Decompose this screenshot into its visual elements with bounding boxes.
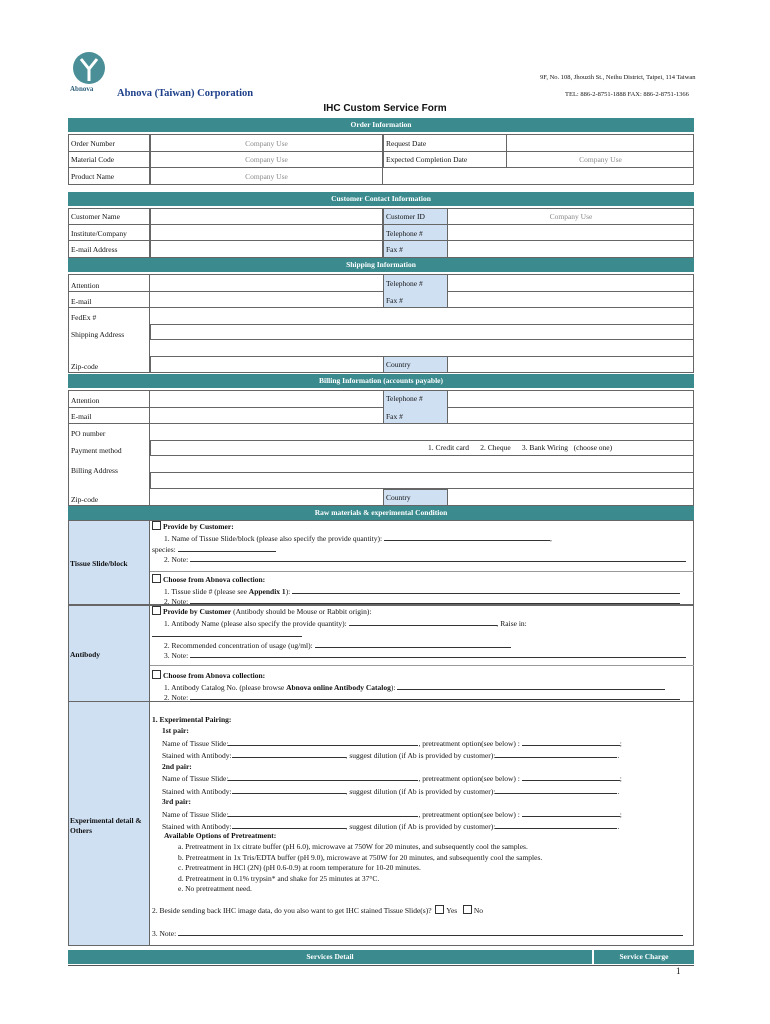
page-number: 1	[676, 966, 681, 976]
pair-1-slide-input[interactable]	[228, 737, 418, 746]
tissue-name-input[interactable]	[384, 532, 550, 541]
pair-1-slide-line: Name of Tissue Slide: , pretreatment option(see below) : ;	[162, 738, 622, 748]
pair-3-antibody-line: Stained with Antibody: , suggest dilution (if Ab is provided by customer): .	[162, 822, 620, 831]
tissue-note-line: 2. Note:	[164, 553, 686, 566]
request-date-label: Request Date	[386, 139, 427, 148]
payment-method-label: Payment method	[71, 446, 122, 455]
service-charge-heading: Service Charge	[594, 950, 694, 964]
species-input[interactable]	[178, 543, 276, 552]
customer-fax-field[interactable]	[448, 241, 694, 258]
antibody-name-line: 1. Antibody Name (please also specify the provide quantity): , Raise in:	[164, 619, 527, 628]
antibody-choose-checkbox[interactable]	[152, 670, 161, 679]
company-contact: TEL: 886-2-8751-1888 FAX: 886-2-8751-1366	[565, 91, 689, 98]
billing-heading: Billing Information (accounts payable)	[68, 374, 694, 388]
shipping-telephone-field[interactable]	[448, 274, 694, 291]
order-number-label: Order Number	[71, 139, 115, 148]
expected-date-label: Expected Completion Date	[386, 155, 468, 164]
pair-3-antibody-input[interactable]	[232, 820, 346, 829]
pair-2-antibody-line: Stained with Antibody: , suggest dilution (if Ab is provided by customer): .	[162, 786, 620, 796]
billing-fax-label: Fax #	[386, 412, 403, 421]
tissue-note2-line: 2. Note:	[164, 595, 680, 608]
pair-3-slide-line: Name of Tissue Slide: , pretreatment option(see below) : ;	[162, 809, 622, 819]
logo-text: Abnova	[70, 85, 94, 93]
expected-date-field[interactable]: Company Use	[579, 155, 622, 164]
shipping-attention-field[interactable]	[150, 274, 383, 291]
billing-attention-field[interactable]	[150, 390, 383, 407]
antibody-note2-line: 2. Note:	[164, 691, 680, 704]
customer-id-field[interactable]: Company Use	[549, 212, 593, 221]
billing-fax-field[interactable]	[448, 407, 694, 424]
antibody-note2-input[interactable]	[190, 691, 680, 700]
billing-address-label: Billing Address	[71, 466, 118, 475]
pair-2-dilution-input[interactable]	[495, 785, 617, 794]
billing-address-field[interactable]	[150, 456, 694, 489]
antibody-provide-checkbox[interactable]	[152, 606, 161, 615]
tissue-section-label: Tissue Slide/block	[70, 559, 128, 568]
tissue-slide-input[interactable]	[292, 585, 680, 594]
pair-2-antibody-input[interactable]	[232, 785, 346, 794]
final-note-line: 3. Note:	[152, 927, 683, 940]
fedex-field[interactable]	[150, 308, 694, 324]
pair-1-pretreat-input[interactable]	[522, 737, 620, 746]
material-code-field[interactable]: Company Use	[245, 155, 288, 164]
antibody-provide-option[interactable]: Provide by Customer (Antibody should be Mouse or Rabbit origin):	[152, 606, 371, 618]
billing-telephone-label: Telephone #	[386, 394, 423, 403]
antibody-catalog-line: 1. Antibody Catalog No. (please browse Abnova online Antibody Catalog):	[164, 681, 665, 694]
customer-name-field[interactable]	[150, 208, 383, 224]
tissue-provide-option[interactable]: Provide by Customer:	[152, 521, 234, 533]
antibody-choose-option[interactable]: Choose from Abnova collection:	[152, 670, 265, 682]
billing-country-field[interactable]	[448, 489, 694, 506]
page-title: IHC Custom Service Form	[323, 103, 447, 114]
antibody-catalog-link[interactable]: Abnova online Antibody Catalog	[286, 683, 391, 692]
species-line: species:	[152, 543, 276, 556]
billing-country-label: Country	[386, 493, 411, 502]
company-name: Abnova (Taiwan) Corporation	[117, 88, 254, 99]
tissue-provide-checkbox[interactable]	[152, 521, 161, 530]
pretreatment-option-d: d. Pretreatment in 0.1% trypsin* and shake for 25 minutes at 37°C.	[178, 873, 380, 883]
pair-3-dilution-input[interactable]	[495, 820, 617, 829]
order-number-field[interactable]: Company Use	[245, 139, 288, 148]
customer-email-label: E-mail Address	[71, 245, 118, 254]
experimental-pairing-heading: 1. Experimental Pairing:	[152, 715, 232, 724]
institute-label: Institute/Company	[71, 229, 127, 238]
pair-1-antibody-line: Stained with Antibody: , suggest dilution (if Ab is provided by customer): .	[162, 751, 620, 760]
antibody-conc-input[interactable]	[315, 639, 511, 648]
product-name-field[interactable]: Company Use	[245, 172, 288, 181]
po-number-label: PO number	[71, 429, 106, 438]
shipping-zip-label: Zip-code	[71, 362, 99, 371]
shipping-attention-label: Attention	[71, 281, 100, 290]
tissue-slide-line: 1. Tissue slide # (please see Appendix 1):	[164, 585, 680, 598]
antibody-section-label: Antibody	[70, 650, 101, 659]
antibody-note-line: 3. Note:	[164, 649, 686, 662]
pretreatment-options-list	[178, 842, 542, 895]
billing-zip-field[interactable]	[150, 489, 383, 506]
billing-email-label: E-mail	[71, 412, 92, 421]
pair-3-label: 3rd pair:	[162, 797, 191, 806]
pair-2-label: 2nd pair:	[162, 761, 192, 771]
shipping-zip-field[interactable]	[150, 356, 383, 373]
pair-2-slide-input[interactable]	[228, 772, 418, 781]
tissue-choose-option[interactable]: Choose from Abnova collection:	[152, 574, 265, 586]
shipping-telephone-label: Telephone #	[386, 279, 423, 288]
shipping-address-label: Shipping Address	[71, 330, 125, 339]
pair-block	[162, 726, 682, 833]
pair-2-slide-line: Name of Tissue Slide: , pretreatment option(see below) : ;	[162, 774, 622, 783]
billing-email-field[interactable]	[150, 407, 383, 424]
raw-heading: Raw materials & experimental Condition	[68, 506, 694, 520]
tissue-choose-checkbox[interactable]	[152, 574, 161, 583]
shipping-country-label: Country	[386, 360, 411, 369]
pair-3-pretreat-input[interactable]	[522, 808, 620, 817]
shipping-fax-field[interactable]	[448, 291, 694, 308]
material-code-label: Material Code	[71, 155, 115, 164]
po-number-field[interactable]	[150, 424, 694, 440]
shipping-email-label: E-mail	[71, 297, 92, 306]
customer-telephone-field[interactable]	[448, 224, 694, 241]
pair-1-dilution-input[interactable]	[495, 749, 617, 758]
customer-name-label: Customer Name	[71, 212, 120, 221]
institute-field[interactable]	[150, 224, 383, 241]
fedex-label: FedEx #	[71, 313, 97, 322]
product-name-label: Product Name	[71, 172, 115, 181]
pretreatment-options-heading: Available Options of Pretreatment:	[164, 831, 277, 840]
experimental-section-label: Experimental detail & Others	[70, 816, 142, 835]
antibody-catalog-input[interactable]	[397, 681, 665, 690]
order-heading: Order Information	[68, 118, 694, 132]
shipping-address-field[interactable]	[150, 324, 694, 356]
no-checkbox[interactable]	[463, 905, 472, 914]
antibody-name-input[interactable]	[349, 617, 497, 626]
antibody-conc-line: 2. Recommended concentration of usage (ug/ml):	[164, 639, 511, 652]
shipping-heading: Shipping Information	[68, 258, 694, 272]
customer-fax-label: Fax #	[386, 245, 403, 254]
slide-return-question: 2. Beside sending back IHC image data, do you also want to get IHC stained Tissue Slide(s)? Yes No	[152, 906, 484, 915]
antibody-note-input[interactable]	[190, 649, 686, 658]
customer-email-field[interactable]	[150, 241, 383, 258]
pretreatment-option-b: b. Pretreatment in 1x Tris/EDTA buffer (pH 9.0), microwave at 750W for 20 minutes, and subsequently cool the samples.	[178, 852, 543, 862]
tissue-note2-input[interactable]	[190, 595, 680, 604]
shipping-fax-label: Fax #	[386, 296, 403, 305]
pair-1-antibody-input[interactable]	[232, 749, 346, 758]
pair-3-slide-input[interactable]	[228, 808, 418, 817]
final-note-input[interactable]	[178, 927, 683, 936]
yes-checkbox[interactable]	[435, 905, 444, 914]
pretreatment-option-c: c. Pretreatment in HCl (2N) (pH 0.6-0.9) at room temperature for 10-20 minutes.	[178, 863, 421, 872]
tissue-name-line: 1. Name of Tissue Slide/block (please also specify the provide quantity): ,	[164, 534, 552, 543]
customer-heading: Customer Contact Information	[68, 192, 694, 206]
pair-2-pretreat-input[interactable]	[522, 772, 620, 781]
antibody-raise-line[interactable]	[152, 636, 302, 637]
billing-attention-label: Attention	[71, 396, 100, 405]
payment-options[interactable]: 1. Credit card 2. Cheque 3. Bank Wiring (choose one)	[428, 443, 613, 452]
customer-id-label: Customer ID	[386, 212, 425, 221]
shipping-country-field[interactable]	[448, 356, 694, 373]
billing-zip-label: Zip-code	[71, 495, 99, 504]
company-address: 9F, No. 108, Jhouzih St., Neihu District, Taipei, 114 Taiwan	[540, 74, 696, 81]
tissue-note-input[interactable]	[190, 553, 686, 562]
billing-telephone-field[interactable]	[448, 390, 694, 407]
services-detail-heading: Services Detail	[68, 950, 592, 964]
customer-telephone-label: Telephone #	[386, 229, 423, 238]
pretreatment-option-a: a. Pretreatment in 1x citrate buffer (pH 6.0), microwave at 750W for 20 minutes, and subsequently cool the samples.	[178, 842, 528, 851]
request-date-field[interactable]	[507, 134, 694, 151]
shipping-email-field[interactable]	[150, 291, 383, 308]
pair-1-label: 1st pair:	[162, 726, 189, 735]
pretreatment-option-e: e. No pretreatment need.	[178, 884, 252, 893]
